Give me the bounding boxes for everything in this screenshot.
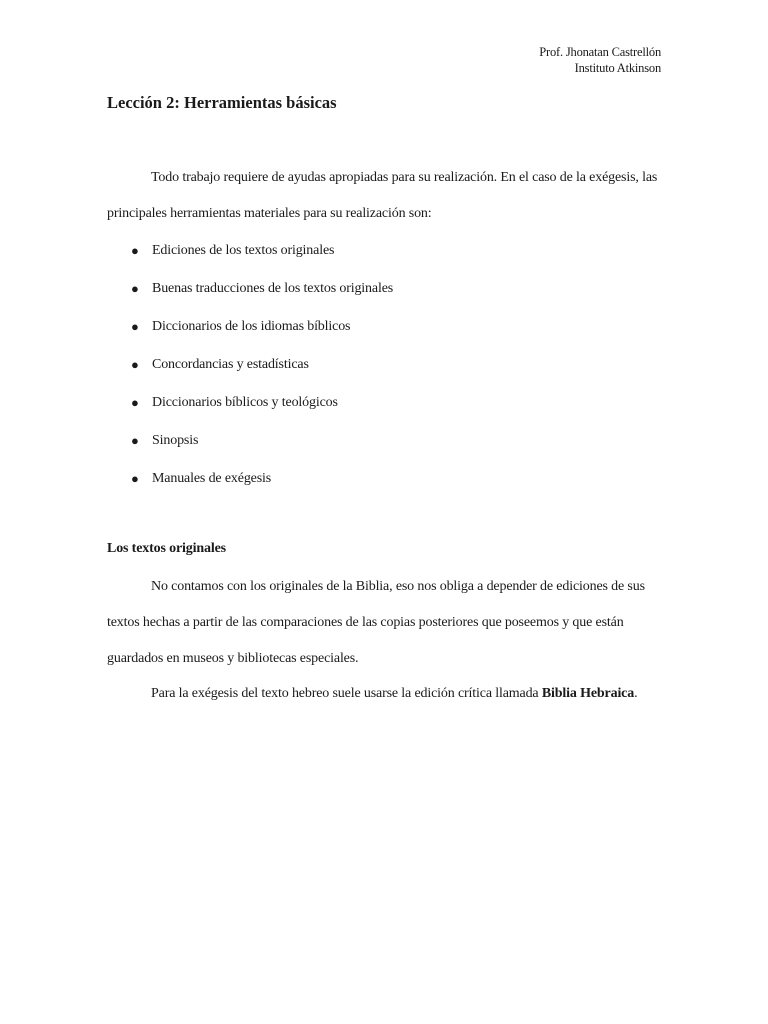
list-item <box>107 460 393 498</box>
header-institution: Instituto Atkinson <box>574 60 661 75</box>
bullet-icon: ● <box>131 357 139 372</box>
bullet-icon: ● <box>131 433 139 448</box>
list-item <box>107 422 393 460</box>
list-item <box>107 270 393 308</box>
list-item-label: Manuales de exégesis <box>152 471 272 486</box>
list-item-label: Ediciones de los textos originales <box>152 243 335 258</box>
bullet-icon: ● <box>131 395 139 410</box>
list-item <box>107 308 393 346</box>
page-header <box>539 45 661 76</box>
bullet-icon: ● <box>131 319 139 334</box>
section-paragraph-critical-edition <box>107 676 663 712</box>
list-item-label: Diccionarios de los idiomas bíblicos <box>152 319 351 334</box>
list-item-label: Sinopsis <box>152 433 199 448</box>
bullet-icon: ● <box>131 471 139 486</box>
critical-edition-name: Biblia Hebraica <box>541 686 635 701</box>
section-paragraph: No contamos con los originales de la Biblia, eso nos obliga a depender de ediciones de sus textos hechas a partir de las comparaciones de las copias posteriores que poseemos y que están guardados en museos y bibliotecas especiales. <box>107 579 645 666</box>
intro-paragraph: Todo trabajo requiere de ayudas apropiadas para su realización. En el caso de la exégesis, las principales herramientas materiales para su realización son: <box>107 170 658 221</box>
list-item-label: Concordancias y estadísticas <box>152 357 309 372</box>
list-item <box>107 346 393 384</box>
section-heading: Los textos originales <box>107 541 226 556</box>
critical-edition-end: . <box>634 686 638 701</box>
list-item <box>107 232 393 270</box>
list-item-label: Buenas traducciones de los textos originales <box>152 281 394 296</box>
header-author: Prof. Jhonatan Castrellón <box>539 45 661 59</box>
list-item <box>107 384 393 422</box>
tools-list <box>107 232 393 498</box>
critical-edition-text: Para la exégesis del texto hebreo suele usarse la edición crítica llamada <box>151 686 542 701</box>
bullet-icon: ● <box>131 243 139 258</box>
bullet-icon: ● <box>131 281 139 296</box>
lesson-title: Lección 2: Herramientas básicas <box>107 93 337 112</box>
list-item-label: Diccionarios bíblicos y teológicos <box>152 395 338 410</box>
